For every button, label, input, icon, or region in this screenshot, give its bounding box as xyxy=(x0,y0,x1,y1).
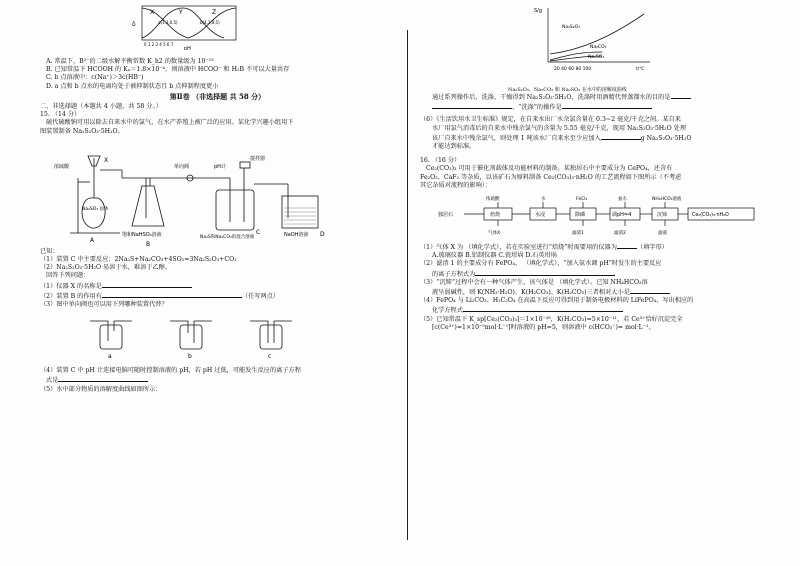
q16-1-options: A.玻璃仪器 B.铝制仪器 C.瓷坩埚 D.石英坩埚 xyxy=(432,252,557,260)
label-z: Z xyxy=(212,9,217,16)
q16-header: 16. （16 分） xyxy=(420,157,461,165)
answer-blank-1[interactable] xyxy=(102,281,192,288)
q16-intro-3: 其它杂质对流程的影响）： xyxy=(420,181,492,189)
flow-box-5: 调pH=4 xyxy=(612,212,632,219)
q5-line-2: 、“洗涤”的操作是 xyxy=(420,102,765,112)
label-valve: 单向阀 xyxy=(174,163,190,170)
apparatus-diagram xyxy=(50,138,350,248)
q15-intro-1: 硫代硫酸钠可用以除去自来水中的氯气，在水产养殖上被广泛的应用。某化学兴趣小组用下 xyxy=(46,119,294,127)
label-ph-meter: pH计 xyxy=(214,163,226,170)
bottle-label-b: b xyxy=(188,353,192,361)
label-a: A xyxy=(90,236,95,244)
bottle-a xyxy=(100,325,122,349)
flow-box-3: 水浸 xyxy=(535,212,546,219)
answer-blank-16-1[interactable] xyxy=(617,242,637,249)
option-c: C. b 点溶液中：c(Na⁺)＞3c(HB⁻) xyxy=(46,74,144,82)
bottle-options xyxy=(80,311,330,361)
flow-top-2: 水 xyxy=(541,197,546,203)
answer-blank-5a[interactable] xyxy=(671,92,691,99)
q16-3-cont: 液呈弱碱性，则 K(NH₃·H₂O)、K(H₂CO₃)、K(H₂CO₃)三者相对大小是 xyxy=(420,287,765,297)
label-acid: 浓硫酸 xyxy=(54,163,70,170)
label-b-solution: 饱和NaHSO₃溶液 xyxy=(122,231,162,238)
question-4: （4）装置 C 中 pH 计连接电脑可随时控制溶液的 pH，若 pH 过低，可能发生反应的离子方程 xyxy=(40,367,301,375)
flow-box-6: 沉铈 xyxy=(657,212,668,219)
label-x-instrument: X xyxy=(104,156,109,164)
question-2: （2）装置 B 的作用有 （任写两点） xyxy=(40,292,280,300)
q6-line-2: 水厂用氯气消毒后的自来水中残余氯气的含量为 5.55 毫克/千克，现用 Na₂S₂O₃·5H₂O 处理 xyxy=(432,124,687,132)
curve-label-na2s2o3: Na₂S₂O₃ xyxy=(562,25,580,30)
option-a: A. 常温下，B²⁻的二级水解平衡常数 K_h2 的数量级为 10⁻¹³ xyxy=(46,58,214,65)
label-c-solution: Na₂S和Na₂CO₃的混合溶液 xyxy=(200,234,255,240)
section-title: 第Ⅱ卷 （非选择题 共 58 分） xyxy=(169,91,266,101)
q16-intro-2: Fe₂O₃、CaF₂ 等杂质，以该矿石为原料制备 Ce₂(CO₃)₃·nH₂O 的工艺流程如下图所示（不考虑 xyxy=(420,173,682,181)
ph-meter xyxy=(240,162,250,168)
label-solid: Na₂SO₃ 固体 xyxy=(82,206,109,212)
page-fold-divider xyxy=(407,30,408,540)
flask-a xyxy=(82,198,105,228)
flow-bottom-3: 滤渣2 xyxy=(614,231,626,237)
answer-blank-5c[interactable] xyxy=(562,102,652,109)
flow-top-1: 浓硫酸 xyxy=(486,197,500,203)
flow-bottom-2: 滤渣1 xyxy=(572,231,584,237)
flow-box-4: 除磷 xyxy=(575,212,586,219)
answer-blank-16-2[interactable] xyxy=(475,269,615,276)
q16-2-cont: 的离子方程式为 xyxy=(420,269,765,279)
s-axis-label: S/g xyxy=(534,8,543,14)
option-d: D. a 点和 b 点水的电离均处于被抑制状态且 b 点抑制程度更小 xyxy=(46,82,219,90)
known-item-2: （2）Na₂S₂O₃·5H₂O 易溶于水，难溶于乙醇。 xyxy=(40,264,172,272)
q6-line-1: （6）《生活饮用水卫生标准》规定，在自来水出厂水余氯含量在 0.3~2 毫克/千克之间。某自来 xyxy=(420,116,681,124)
label-c: C xyxy=(256,228,261,236)
q16-3: （3）“沉铈”过程中会有一种气体产生，该气体是 （填化学式）。已知 NH₄HCO₃溶 xyxy=(420,278,648,286)
question-3: （3）图中单向阀也可以用下列哪种装置代替？ xyxy=(40,301,168,309)
distribution-plot xyxy=(128,2,248,50)
solubility-plot xyxy=(532,4,662,82)
answer-blank-16-4[interactable] xyxy=(463,305,623,312)
q15-header: 15. （14 分） xyxy=(40,111,81,119)
question-5: （5）水中部分物质的溶解度曲线如图所示： xyxy=(40,385,162,393)
t-axis-label: t/℃ xyxy=(636,67,645,72)
q16-intro-1: Ce₂(CO₃)₃ 可用于催化剂载体及功能材料的制备。某独居石中主要成分为 CePO₄，还含有 xyxy=(426,165,673,173)
bottle-b xyxy=(180,325,202,349)
question-1: （1）仪器 X 的名称是 xyxy=(40,281,395,291)
answer-blank-5b[interactable] xyxy=(432,102,512,109)
solubility-caption: Na₂S₂O₃、Na₂CO₃ 和 Na₂SO₃ 在水中的溶解度曲线 xyxy=(508,87,627,93)
bottle-label-c: c xyxy=(268,353,272,361)
q6-line-3: 该厂自来水中残余氯气，则处理 1 吨该水厂自来水至少应加入 g Na₂S₂O₃·5H₂O xyxy=(432,134,692,142)
label-d: D xyxy=(320,230,325,238)
q6-line-4: 才能达到标准。 xyxy=(432,143,476,151)
right-column xyxy=(420,8,765,332)
bottle-label-a: a xyxy=(108,353,112,361)
point-b: b(4.3,0.5) xyxy=(200,20,220,25)
q16-5-cont: [c(Ce³⁺)=1×10⁻⁵mol·L⁻¹]时溶液的 pH=5，则溶液中 c(HCO₃⁻)= mol·L⁻¹。 xyxy=(432,323,655,331)
q16-4-cont: 化学方程式 xyxy=(420,305,765,315)
answer-blank-16-3[interactable] xyxy=(630,287,670,294)
t-axis-ticks: 20 40 60 80 100 xyxy=(554,67,592,72)
left-column xyxy=(40,9,395,394)
q15-intro-2: 图装置制备 Na₂S₂O₃·5H₂O。 xyxy=(40,127,124,135)
flow-top-5: NH₄HCO₃溶液 xyxy=(652,197,682,203)
answer-blank-4[interactable] xyxy=(58,375,148,382)
yaxis-label: δ xyxy=(132,21,136,28)
flow-bottom-1: 气体X xyxy=(488,231,501,237)
answer-intro: 回答下列问题： xyxy=(46,272,90,280)
answer-blank-2[interactable] xyxy=(102,291,242,298)
beaker-c xyxy=(216,190,254,230)
question-4-cont: 式是 xyxy=(40,375,395,385)
option-b: B. 已知常温下 HCOOH 的 Kₐ＝1.8×10⁻⁴，则溶液中 HCOO⁻ 和 H₂B 不可以大量共存 xyxy=(46,66,290,74)
flask-b xyxy=(132,186,164,226)
process-flowchart xyxy=(420,192,760,240)
flow-box-2: 焙烧 xyxy=(490,212,501,219)
flow-top-3: FeCl₃ xyxy=(576,197,588,203)
point-a: a(1.3,0.5) xyxy=(158,20,178,25)
curve-label-na2co3: Na₂CO₃ xyxy=(590,45,607,50)
q5-line-1: 通过系列操作后，洗涤、干燥得到 Na₂S₂O₃·5H₂O，洗涤时用酒精代替蒸馏水的目的是 xyxy=(420,92,765,102)
label-x: X xyxy=(150,9,155,16)
plot-frame xyxy=(142,6,236,40)
xaxis-ticks: 0 1 2 3 4 5 6 7 xyxy=(144,42,174,47)
q16-4: （4）FePO₄ 与 Li₂CO₃、H₂C₂O₄ 在高温下反应可得到用于制备电极材料的 LiFePO₄，写出相应的 xyxy=(420,297,694,305)
flow-top-4: 氨水 xyxy=(618,197,627,203)
q3-note: （任写两点） xyxy=(241,292,280,300)
label-stirrer: 搅拌器 xyxy=(250,155,266,162)
label-b: B xyxy=(146,240,151,248)
answer-blank-6[interactable] xyxy=(601,133,641,140)
flow-box-1: 独居石 xyxy=(438,212,454,219)
label-y: Y xyxy=(179,9,183,16)
curve-label-na2so3: Na₂SO₃ xyxy=(588,55,605,60)
flow-bottom-4: 滤液 xyxy=(658,231,667,237)
q16-1: （1）气体 X 为 （填化学式），若在实验室进行“焙烧”时需要用的仪器为 （填字母） xyxy=(420,244,668,252)
section-two: 二、非选择题（本题共 4 小题，共 58 分。） xyxy=(40,103,162,111)
xaxis-label: pH xyxy=(184,46,191,50)
known-item-1: （1）装置 C 中主要反应：2Na₂S+Na₂CO₃+4SO₂=3Na₂S₂O₃+CO₂ xyxy=(40,256,237,264)
known-title: 已知： xyxy=(40,247,59,255)
flow-box-7: Ce₂(CO₃)₃·nH₂O xyxy=(692,213,729,219)
label-d-solution: NaOH溶液 xyxy=(284,231,309,238)
q16-5: （5）已知常温下 K_sp[Ce₂(CO₃)₃]＝1×10⁻²⁸，K(H₂CO₃)=5×10⁻¹¹，若 Ce³⁺恰好沉淀完全 xyxy=(420,315,683,323)
q16-2: （2）滤渣 1 的主要成分有 FePO₄、 （填化学式），“加入氨水调 pH”时发生的主要反应 xyxy=(420,260,662,268)
bottle-c xyxy=(260,325,282,349)
